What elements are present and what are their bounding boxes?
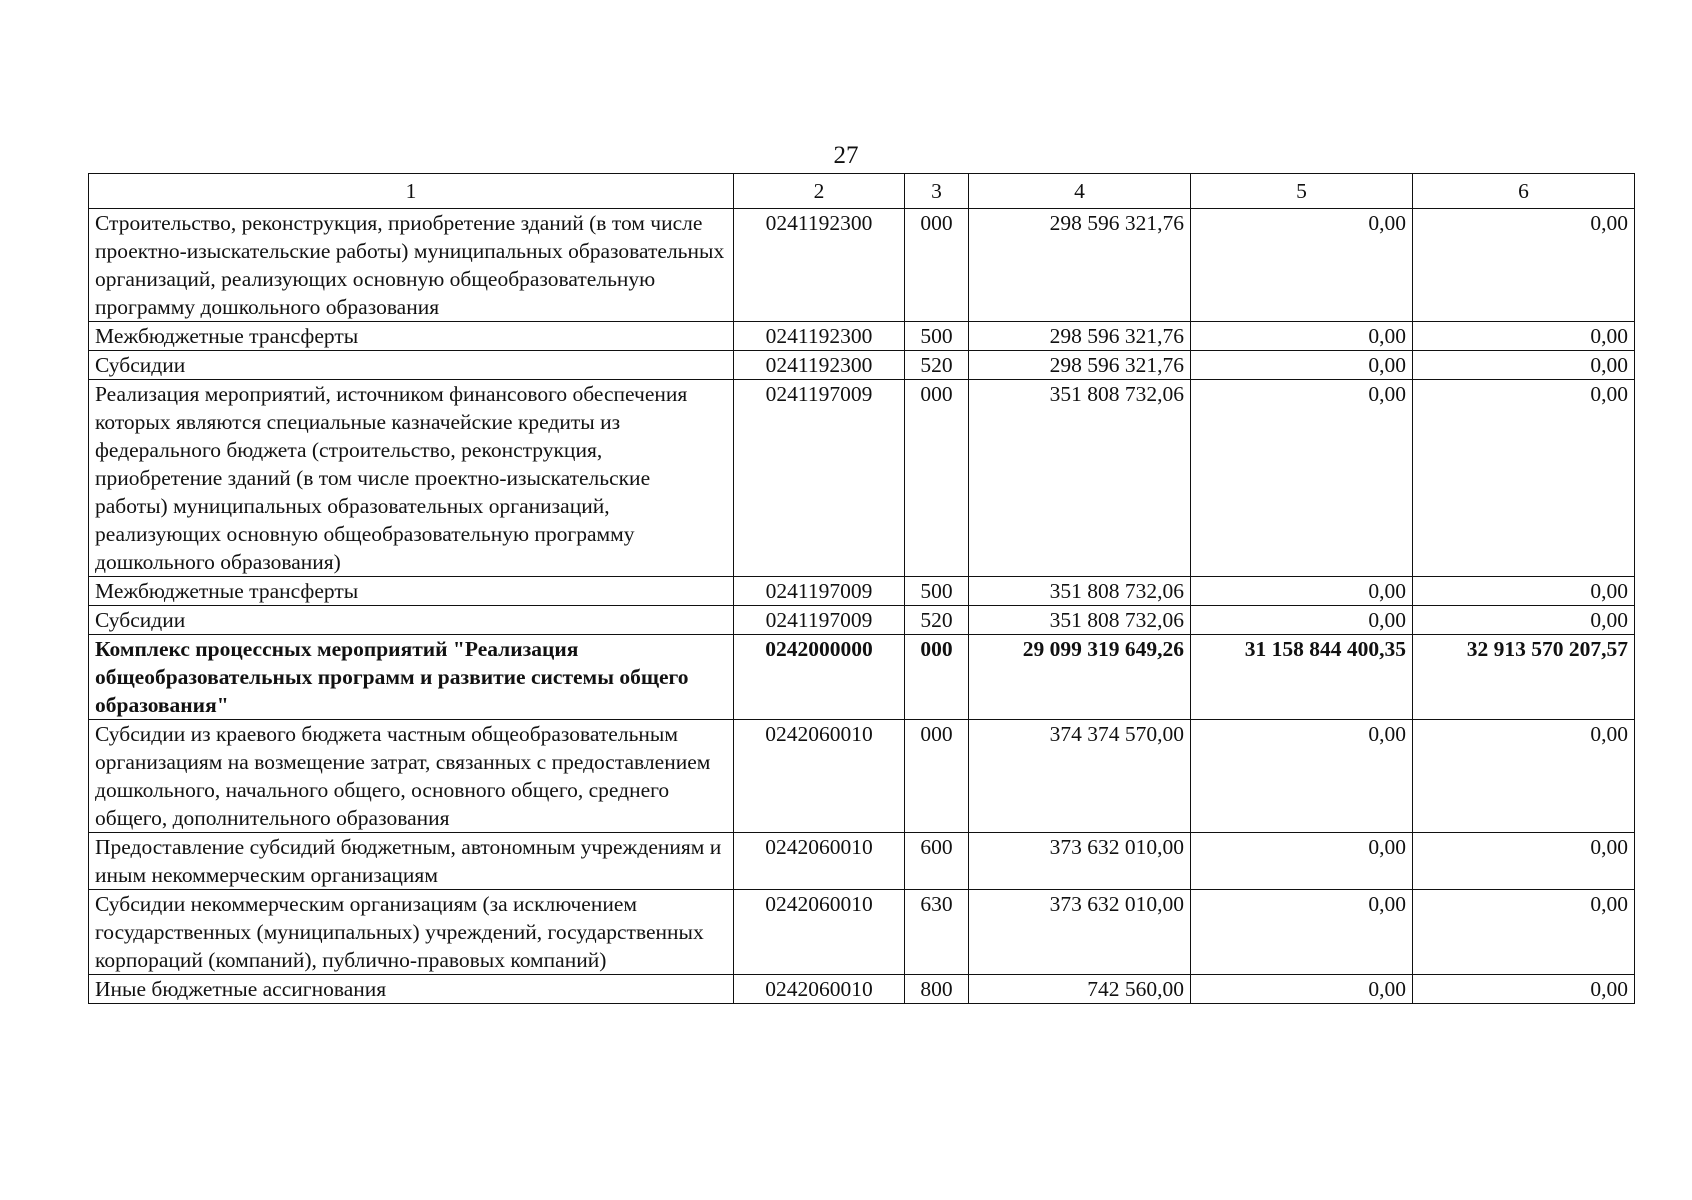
row-target-code: 0241197009 [734,577,905,606]
row-amount-col5: 0,00 [1191,380,1413,577]
row-amount-col5: 0,00 [1191,351,1413,380]
row-amount-col4: 298 596 321,76 [969,322,1191,351]
row-target-code: 0242060010 [734,720,905,833]
row-expense-type: 600 [905,833,969,890]
header-col-2: 2 [734,174,905,209]
row-amount-col5: 0,00 [1191,577,1413,606]
row-amount-col6: 0,00 [1413,322,1635,351]
row-amount-col4: 373 632 010,00 [969,890,1191,975]
row-name: Иные бюджетные ассигнования [89,975,734,1004]
row-name: Строительство, реконструкция, приобретение зданий (в том числе проектно-изыскательские работы) муниципальных образовательных организаций, реализующих основную общеобразовательную программу дошкольного образования [89,209,734,322]
row-expense-type: 000 [905,720,969,833]
row-name: Межбюджетные трансферты [89,322,734,351]
row-name: Субсидии из краевого бюджета частным общеобразовательным организациям на возмещение затрат, связанных с предоставлением дошкольного, начального общего, основного общего, среднего общего, дополнительного образования [89,720,734,833]
table-row [89,833,1635,890]
row-amount-col4: 351 808 732,06 [969,577,1191,606]
header-row [89,174,1635,209]
page-number: 27 [833,142,859,169]
row-target-code: 0241192300 [734,322,905,351]
row-amount-col5: 0,00 [1191,720,1413,833]
row-amount-col4: 351 808 732,06 [969,606,1191,635]
row-amount-col6: 0,00 [1413,606,1635,635]
header-col-5: 5 [1191,174,1413,209]
row-amount-col6: 0,00 [1413,975,1635,1004]
row-expense-type: 500 [905,577,969,606]
row-amount-col5: 0,00 [1191,606,1413,635]
budget-table [88,173,1635,1004]
row-amount-col6: 0,00 [1413,380,1635,577]
row-name: Межбюджетные трансферты [89,577,734,606]
row-target-code: 0242060010 [734,833,905,890]
table-row [89,635,1635,720]
header-col-6: 6 [1413,174,1635,209]
row-name: Комплекс процессных мероприятий "Реализация общеобразовательных программ и развитие системы общего образования" [89,635,734,720]
row-expense-type: 000 [905,380,969,577]
table-row [89,380,1635,577]
row-expense-type: 520 [905,351,969,380]
row-amount-col5: 31 158 844 400,35 [1191,635,1413,720]
row-expense-type: 520 [905,606,969,635]
row-amount-col6: 0,00 [1413,890,1635,975]
table-row [89,577,1635,606]
table-row [89,606,1635,635]
row-amount-col5: 0,00 [1191,975,1413,1004]
table-row [89,209,1635,322]
row-target-code: 0242000000 [734,635,905,720]
header-col-1: 1 [89,174,734,209]
row-amount-col4: 374 374 570,00 [969,720,1191,833]
row-amount-col4: 29 099 319 649,26 [969,635,1191,720]
row-target-code: 0242060010 [734,890,905,975]
row-name: Субсидии [89,606,734,635]
row-amount-col5: 0,00 [1191,833,1413,890]
row-amount-col5: 0,00 [1191,890,1413,975]
row-name: Субсидии [89,351,734,380]
row-expense-type: 500 [905,322,969,351]
row-amount-col4: 298 596 321,76 [969,209,1191,322]
header-col-3: 3 [905,174,969,209]
row-target-code: 0241192300 [734,209,905,322]
row-expense-type: 000 [905,635,969,720]
table-row [89,975,1635,1004]
row-amount-col4: 298 596 321,76 [969,351,1191,380]
row-target-code: 0242060010 [734,975,905,1004]
row-target-code: 0241192300 [734,351,905,380]
row-expense-type: 800 [905,975,969,1004]
row-amount-col4: 742 560,00 [969,975,1191,1004]
table-body [89,209,1635,1004]
row-amount-col6: 32 913 570 207,57 [1413,635,1635,720]
row-amount-col6: 0,00 [1413,209,1635,322]
row-amount-col5: 0,00 [1191,322,1413,351]
table-row [89,720,1635,833]
row-name: Реализация мероприятий, источником финансового обеспечения которых являются специальные казначейские кредиты из федерального бюджета (строительство, реконструкция, приобретение зданий (в том числе проектно-изыскательские работы) муниципальных образовательных организаций, реализующих основную общеобразовательную программу дошкольного образования) [89,380,734,577]
table-row [89,351,1635,380]
table-header [89,174,1635,209]
row-name: Предоставление субсидий бюджетным, автономным учреждениям и иным некоммерческим организациям [89,833,734,890]
row-target-code: 0241197009 [734,606,905,635]
row-amount-col6: 0,00 [1413,720,1635,833]
row-amount-col5: 0,00 [1191,209,1413,322]
row-expense-type: 630 [905,890,969,975]
row-amount-col6: 0,00 [1413,351,1635,380]
header-col-4: 4 [969,174,1191,209]
row-amount-col6: 0,00 [1413,833,1635,890]
row-name: Субсидии некоммерческим организациям (за исключением государственных (муниципальных) учреждений, государственных корпораций (компаний), публично-правовых компаний) [89,890,734,975]
row-amount-col4: 373 632 010,00 [969,833,1191,890]
table-row [89,322,1635,351]
row-amount-col4: 351 808 732,06 [969,380,1191,577]
row-target-code: 0241197009 [734,380,905,577]
row-amount-col6: 0,00 [1413,577,1635,606]
row-expense-type: 000 [905,209,969,322]
table-row [89,890,1635,975]
